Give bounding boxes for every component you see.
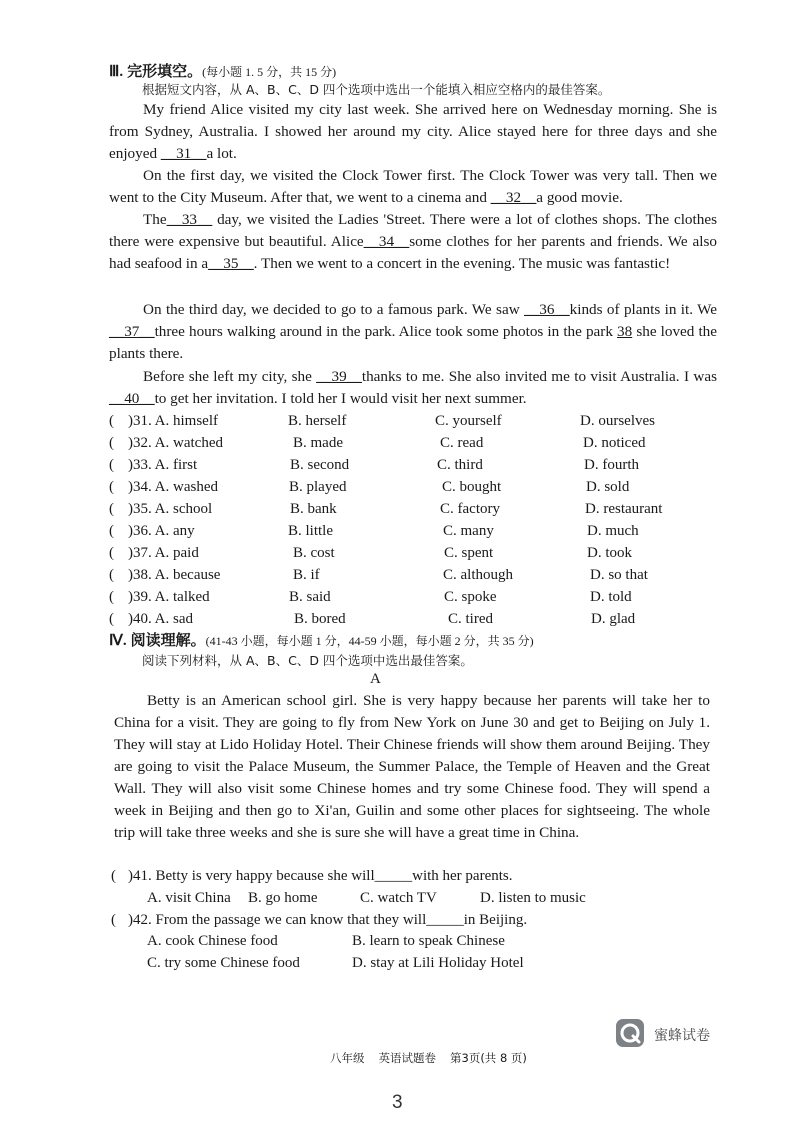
option-c: C. although xyxy=(443,567,513,583)
blank-35: __35__ xyxy=(208,255,254,272)
option-c: C. read xyxy=(440,435,484,451)
q42-option-a: A. cook Chinese food xyxy=(147,933,278,949)
section-4-header xyxy=(109,629,534,650)
answer-paren[interactable]: ( xyxy=(109,567,114,583)
option-d: D. told xyxy=(590,589,632,605)
blank-40: __40__ xyxy=(109,390,155,407)
q41-option-a: A. visit China xyxy=(147,890,231,906)
answer-paren[interactable]: ( xyxy=(111,868,116,884)
option-c: C. factory xyxy=(440,501,500,517)
section-4-title: 阅读理解。 xyxy=(130,633,206,649)
p3-text-3: some clothes for her parents and friends. We also had seafood in a xyxy=(109,233,718,272)
p4-text-4: she loved the plants there. xyxy=(109,323,718,362)
blank-33: __33__ xyxy=(166,211,213,228)
option-a: )32. A. watched xyxy=(128,435,223,451)
option-d: D. glad xyxy=(591,611,636,627)
cloze-paragraph-2 xyxy=(109,165,717,209)
answer-paren[interactable]: ( xyxy=(109,501,114,517)
option-a: )38. A. because xyxy=(128,567,221,583)
option-b: B. cost xyxy=(293,545,335,561)
option-a: )34. A. washed xyxy=(128,479,218,495)
question-41 xyxy=(111,866,513,886)
option-b: B. herself xyxy=(288,413,347,429)
section-3-title: 完形填空。 xyxy=(127,64,203,80)
option-b: B. if xyxy=(293,567,320,583)
option-c: C. tired xyxy=(448,611,493,627)
q42-option-d: D. stay at Lili Holiday Hotel xyxy=(352,955,524,971)
p1-text-1: My friend Alice visited my city last week. She arrived here on Wednesday morning. She is from Sydney, Australia. I showed her around my city. Alice stayed here for three days and she enjoyed xyxy=(109,101,717,162)
footer-page: 第3页(共 8 页) xyxy=(450,1051,527,1065)
cloze-paragraph-3 xyxy=(109,209,717,275)
blank-39: __39__ xyxy=(316,368,362,385)
blank-38: 38 xyxy=(617,323,633,340)
passage-text: Betty is an American school girl. She is very happy because her parents will take her to China for a visit. They are going to fly from New York on June 30 and get to Beijing on July 1. They will stay at Lido Holiday Hotel. Their Chinese friends will show them around Beijing. They are going to visit the Palace Museum, the Summer Palace, the Temple of Heaven and the Great Wall. They will also visit some Chinese homes and try some Chinese food. They will spend a week in Beijing and then go to Xi'an, Guilin and some other places for sightseeing. The whole trip will take three weeks and she is sure she will have a great time in China. xyxy=(114,692,710,841)
page-footer xyxy=(330,1050,527,1066)
answer-paren[interactable]: ( xyxy=(109,545,114,561)
blank-37: __37__ xyxy=(109,323,155,340)
p3-text-1: The xyxy=(143,211,167,228)
p4-text-3: three hours walking around in the park. Alice took some photos in the park xyxy=(154,323,613,340)
option-d: D. noticed xyxy=(583,435,646,451)
option-b: B. made xyxy=(293,435,343,451)
cloze-paragraph-4 xyxy=(109,299,717,365)
footer-grade: 八年级 xyxy=(330,1051,365,1065)
option-b: B. little xyxy=(288,523,333,539)
p5-text-1: Before she left my city, she xyxy=(143,368,312,385)
q42-option-b: B. learn to speak Chinese xyxy=(352,933,505,949)
option-b: B. said xyxy=(289,589,331,605)
option-d: D. sold xyxy=(586,479,630,495)
footer-subject: 英语试题卷 xyxy=(378,1051,436,1065)
blank-36: __36__ xyxy=(524,301,570,318)
option-c: C. many xyxy=(443,523,494,539)
q41-option-b: B. go home xyxy=(248,890,318,906)
option-a: )31. A. himself xyxy=(128,413,218,429)
page-number: 3 xyxy=(392,1092,403,1113)
section-4-instruction: 阅读下列材料，从 A、B、C、D 四个选项中选出最佳答案。 xyxy=(142,653,473,668)
option-a: )40. A. sad xyxy=(128,611,193,627)
blank-31: __31__ xyxy=(160,145,207,162)
option-a: )33. A. first xyxy=(128,457,198,473)
watermark-text: 蜜蜂试卷 xyxy=(654,1028,710,1044)
p1-text-2: a lot. xyxy=(206,145,237,162)
section-3-number: Ⅲ. xyxy=(109,64,124,80)
passage-label: A xyxy=(370,671,381,687)
option-b: B. bank xyxy=(290,501,337,517)
section-3-header xyxy=(109,60,336,81)
blank-32: __32__ xyxy=(490,189,537,206)
option-d: D. ourselves xyxy=(580,413,655,429)
answer-paren[interactable]: ( xyxy=(109,589,114,605)
cloze-paragraph-1 xyxy=(109,99,717,165)
section-3-note: (每小题 1. 5 分，共 15 分) xyxy=(202,65,337,79)
p3-text-2: day, we visited the Ladies 'Street. There were a lot of clothes shops. The clothes there were expensive but beautiful. Alice xyxy=(109,211,717,250)
section-3-instruction: 根据短文内容，从 A、B、C、D 四个选项中选出一个能填入相应空格内的最佳答案。 xyxy=(142,82,611,97)
cloze-paragraph-5 xyxy=(109,366,717,410)
p2-text-2: a good movie. xyxy=(536,189,623,206)
answer-paren[interactable]: ( xyxy=(109,611,114,627)
option-c: C. yourself xyxy=(435,413,502,429)
answer-paren[interactable]: ( xyxy=(111,912,116,928)
p4-text-1: On the third day, we decided to go to a famous park. We saw xyxy=(143,301,520,318)
reading-passage xyxy=(114,690,710,844)
answer-paren[interactable]: ( xyxy=(109,413,114,429)
option-c: C. third xyxy=(437,457,483,473)
p2-text-1: On the first day, we visited the Clock Tower first. The Clock Tower was very tall. Then we went to the City Museum. After that, we went to a cinema and xyxy=(109,167,717,206)
question-42-stem: )42. From the passage we can know that they will_____in Beijing. xyxy=(128,912,528,928)
answer-paren[interactable]: ( xyxy=(109,479,114,495)
section-4-number: Ⅳ. xyxy=(109,633,127,649)
p4-text-2: kinds of plants in it. We xyxy=(569,301,717,318)
option-d: D. restaurant xyxy=(585,501,663,517)
option-a: )37. A. paid xyxy=(128,545,199,561)
p5-text-3: to get her invitation. I told her I would visit her next summer. xyxy=(154,390,527,407)
option-d: D. fourth xyxy=(584,457,639,473)
option-a: )39. A. talked xyxy=(128,589,210,605)
option-b: B. second xyxy=(290,457,350,473)
option-c: C. bought xyxy=(442,479,502,495)
option-d: D. took xyxy=(587,545,632,561)
option-b: B. bored xyxy=(294,611,346,627)
bee-logo-icon xyxy=(615,1018,645,1048)
q42-option-c: C. try some Chinese food xyxy=(147,955,300,971)
option-b: B. played xyxy=(289,479,347,495)
option-d: D. much xyxy=(587,523,639,539)
q41-option-d: D. listen to music xyxy=(480,890,586,906)
q41-option-c: C. watch TV xyxy=(360,890,437,906)
option-d: D. so that xyxy=(590,567,648,583)
section-4-note: (41-43 小题，每小题 1 分，44-59 小题，每小题 2 分，共 35 分) xyxy=(205,634,534,648)
option-c: C. spent xyxy=(444,545,494,561)
question-41-stem: )41. Betty is very happy because she will_____with her parents. xyxy=(128,868,513,884)
option-a: )36. A. any xyxy=(128,523,195,539)
answer-paren[interactable]: ( xyxy=(109,457,114,473)
blank-34: __34__ xyxy=(363,233,410,250)
p3-text-4: . Then we went to a concert in the evening. The music was fantastic! xyxy=(253,255,671,272)
p5-text-2: thanks to me. She also invited me to visit Australia. I was xyxy=(361,368,717,385)
answer-paren[interactable]: ( xyxy=(109,523,114,539)
answer-paren[interactable]: ( xyxy=(109,435,114,451)
question-42 xyxy=(111,910,527,930)
option-c: C. spoke xyxy=(444,589,497,605)
option-a: )35. A. school xyxy=(128,501,213,517)
